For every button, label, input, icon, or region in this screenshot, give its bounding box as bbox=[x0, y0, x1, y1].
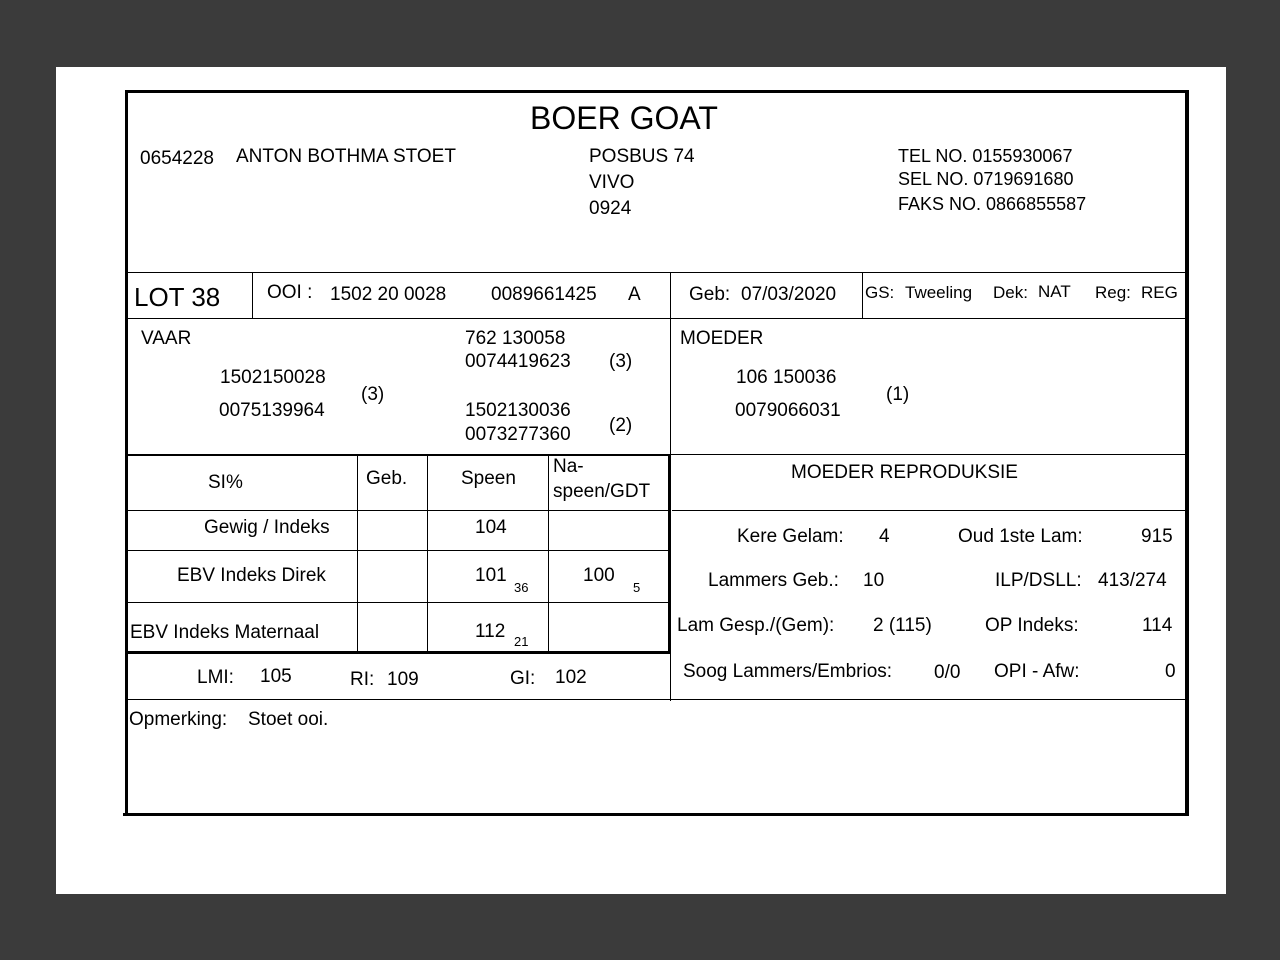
lmi-value: 105 bbox=[260, 666, 292, 687]
naspeen-header: speen/GDT bbox=[553, 481, 651, 502]
vaar-number: 0075139964 bbox=[219, 400, 325, 421]
ri-value: 109 bbox=[387, 669, 419, 690]
kere-value: 4 bbox=[879, 526, 890, 547]
lammers-label: Lammers Geb.: bbox=[708, 570, 839, 591]
address-line: VIVO bbox=[589, 172, 635, 193]
address-line: 0924 bbox=[589, 198, 632, 219]
gs-value: Tweeling bbox=[905, 283, 973, 302]
geb-header: Geb. bbox=[366, 468, 408, 489]
vaar-id: 1502150028 bbox=[220, 367, 326, 388]
oud-value: 915 bbox=[1141, 526, 1173, 547]
vaar-dam-score: (2) bbox=[609, 415, 633, 436]
gi-label: GI: bbox=[510, 668, 536, 689]
vaar-sire-number: 0074419623 bbox=[465, 351, 571, 372]
gs-label: GS: bbox=[865, 283, 895, 302]
vaar-dam-id: 1502130036 bbox=[465, 400, 571, 421]
ooi-number: 0089661425 bbox=[491, 284, 597, 305]
divider bbox=[127, 699, 1187, 700]
vaar-dam-number: 0073277360 bbox=[465, 424, 571, 445]
divider bbox=[548, 456, 549, 652]
opi-label: OP Indeks: bbox=[985, 615, 1079, 636]
remark-label: Opmerking: bbox=[129, 709, 228, 730]
speen-value: 104 bbox=[475, 517, 507, 538]
naspeen-value: 100 bbox=[583, 565, 615, 586]
gi-value: 102 bbox=[555, 667, 587, 688]
moeder-number: 0079066031 bbox=[735, 400, 841, 421]
ri-label: RI: bbox=[350, 669, 375, 690]
vaar-score: (3) bbox=[361, 384, 385, 405]
moeder-score: (1) bbox=[886, 384, 910, 405]
address-line: POSBUS 74 bbox=[589, 146, 695, 167]
divider bbox=[668, 455, 671, 653]
moeder-label: MOEDER bbox=[680, 328, 764, 349]
document-title: BOER GOAT bbox=[530, 100, 718, 136]
kere-label: Kere Gelam: bbox=[737, 526, 844, 547]
oud-label: Oud 1ste Lam: bbox=[958, 526, 1083, 547]
divider bbox=[252, 272, 253, 318]
border-left bbox=[125, 90, 128, 816]
divider bbox=[127, 550, 668, 551]
gesp-value: 2 (115) bbox=[873, 615, 932, 636]
speen-accuracy: 36 bbox=[514, 580, 529, 595]
geb-value: 07/03/2020 bbox=[741, 284, 837, 305]
row-label: EBV Indeks Maternaal bbox=[130, 622, 320, 643]
remark-text: Stoet ooi. bbox=[248, 709, 329, 730]
speen-value: 112 bbox=[475, 621, 506, 642]
afw-label: OPI - Afw: bbox=[994, 661, 1080, 682]
contact-line: FAKS NO. 0866855587 bbox=[898, 194, 1087, 214]
moeder-id: 106 150036 bbox=[736, 367, 837, 388]
row-label: Gewig / Indeks bbox=[204, 517, 330, 538]
lot-number: LOT 38 bbox=[134, 282, 221, 312]
soog-label: Soog Lammers/Embrios: bbox=[683, 661, 893, 682]
dek-label: Dek: bbox=[993, 283, 1028, 302]
vaar-sire-score: (3) bbox=[609, 351, 633, 372]
divider bbox=[672, 510, 1187, 511]
breeder-number: 0654228 bbox=[140, 148, 214, 169]
speen-accuracy: 21 bbox=[514, 634, 529, 649]
dek-value: NAT bbox=[1038, 282, 1071, 301]
opi-value: 114 bbox=[1142, 615, 1173, 636]
border-bottom bbox=[123, 813, 1189, 816]
divider bbox=[127, 651, 671, 654]
reg-value: REG bbox=[1141, 283, 1178, 302]
divider bbox=[127, 318, 1187, 319]
divider bbox=[127, 454, 670, 456]
border-right bbox=[1185, 90, 1189, 816]
divider bbox=[127, 272, 1187, 273]
border-top bbox=[125, 90, 1189, 93]
soog-value: 0/0 bbox=[934, 662, 961, 683]
speen-value: 101 bbox=[475, 565, 507, 586]
row-label: EBV Indeks Direk bbox=[177, 565, 326, 586]
naspeen-header: Na- bbox=[553, 456, 584, 477]
geb-label: Geb: bbox=[689, 284, 731, 305]
ilp-label: ILP/DSLL: bbox=[995, 570, 1082, 591]
vaar-label: VAAR bbox=[141, 328, 192, 349]
si-header: SI% bbox=[208, 472, 243, 493]
contact-line: SEL NO. 0719691680 bbox=[898, 169, 1074, 189]
speen-header: Speen bbox=[461, 468, 516, 489]
ooi-label: OOI : bbox=[267, 282, 313, 303]
ilp-value: 413/274 bbox=[1098, 570, 1167, 591]
divider bbox=[127, 602, 668, 603]
divider bbox=[357, 456, 358, 652]
divider bbox=[862, 272, 863, 318]
divider bbox=[127, 510, 668, 511]
repro-title: MOEDER REPRODUKSIE bbox=[791, 462, 1018, 483]
divider bbox=[670, 454, 1187, 455]
lmi-label: LMI: bbox=[197, 667, 234, 688]
contact-line: TEL NO. 0155930067 bbox=[898, 146, 1073, 166]
vaar-sire-id: 762 130058 bbox=[465, 328, 566, 349]
lammers-value: 10 bbox=[863, 570, 885, 591]
afw-value: 0 bbox=[1165, 661, 1176, 682]
naspeen-accuracy: 5 bbox=[633, 580, 641, 595]
divider bbox=[427, 456, 428, 652]
reg-label: Reg: bbox=[1095, 283, 1131, 302]
breeder-name: ANTON BOTHMA STOET bbox=[236, 146, 456, 167]
gesp-label: Lam Gesp./(Gem): bbox=[677, 615, 835, 636]
ooi-id: 1502 20 0028 bbox=[330, 284, 447, 305]
ooi-code: A bbox=[628, 284, 641, 305]
